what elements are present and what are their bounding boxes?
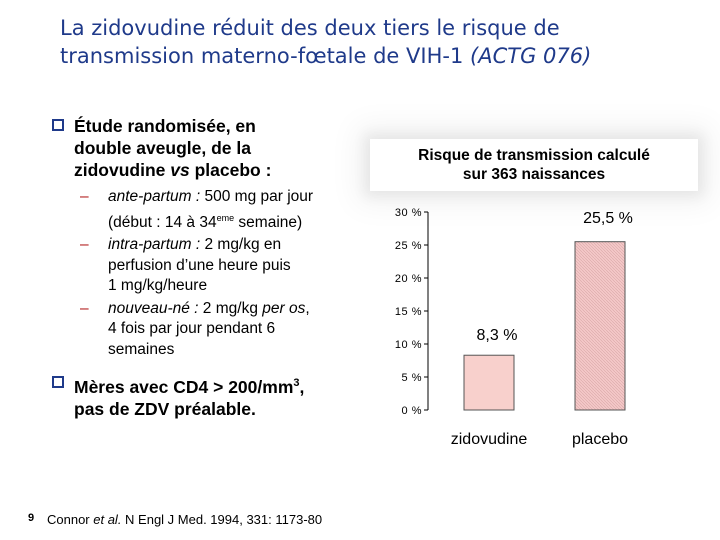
bullet-text: zidovudine vs placebo : (74, 160, 272, 180)
y-tick-label: 25 % (394, 240, 422, 252)
data-label-zidovudine: 8,3 % (476, 327, 518, 344)
dash-bullet-icon: – (80, 299, 89, 317)
bullet-text: double aveugle, de la (74, 138, 251, 158)
title-line-2-main: transmission materno-fœtale de VIH-1 (60, 44, 464, 68)
y-tick-label: 0 % (401, 405, 422, 417)
sub-bullet-nouveau-ne: – nouveau-né : 2 mg/kg per os, 4 fois par jour pendant 6 semaines (80, 299, 310, 358)
x-category-label-zidovudine: zidovudine (450, 431, 528, 448)
reference-citation: Connor et al. N Engl J Med. 1994, 331: 1173-80 (47, 512, 323, 527)
dash-bullet-icon: – (80, 188, 89, 205)
chart-title: Risque de transmission calculé sur 363 naissances (418, 147, 650, 183)
bar-placebo (575, 242, 625, 410)
page-number: 9 (28, 512, 35, 524)
data-label-placebo: 25,5 % (583, 210, 633, 227)
y-tick-label: 30 % (394, 207, 422, 219)
x-category-label-placebo: placebo (571, 431, 629, 448)
y-tick-label: 10 % (394, 339, 422, 351)
y-tick-label: 20 % (394, 273, 422, 285)
bullet-inclusion-criteria: Mères avec $CD4 > 200/mm^3$, pas de ZDV préalable. (52, 372, 362, 420)
title-study-name: (ACTG 076) (470, 44, 592, 68)
sub-bullet-ante-partum: – ante-partum : 500 mg par jour (début : 14 à 34eme semaine) (80, 188, 314, 231)
y-tick-label: 15 % (394, 306, 422, 318)
title-line-1: La zidovudine réduit des deux tiers le risque de (60, 16, 560, 40)
bullet-text: Étude randomisée, en (74, 116, 256, 136)
sub-bullet-intra-partum: – intra-partum : 2 mg/kg en perfusion d’une heure puis 1 mg/kg/heure (80, 236, 291, 295)
dash-bullet-icon: – (80, 236, 89, 254)
y-tick-label: 5 % (401, 372, 422, 384)
bar-zidovudine (464, 355, 514, 410)
